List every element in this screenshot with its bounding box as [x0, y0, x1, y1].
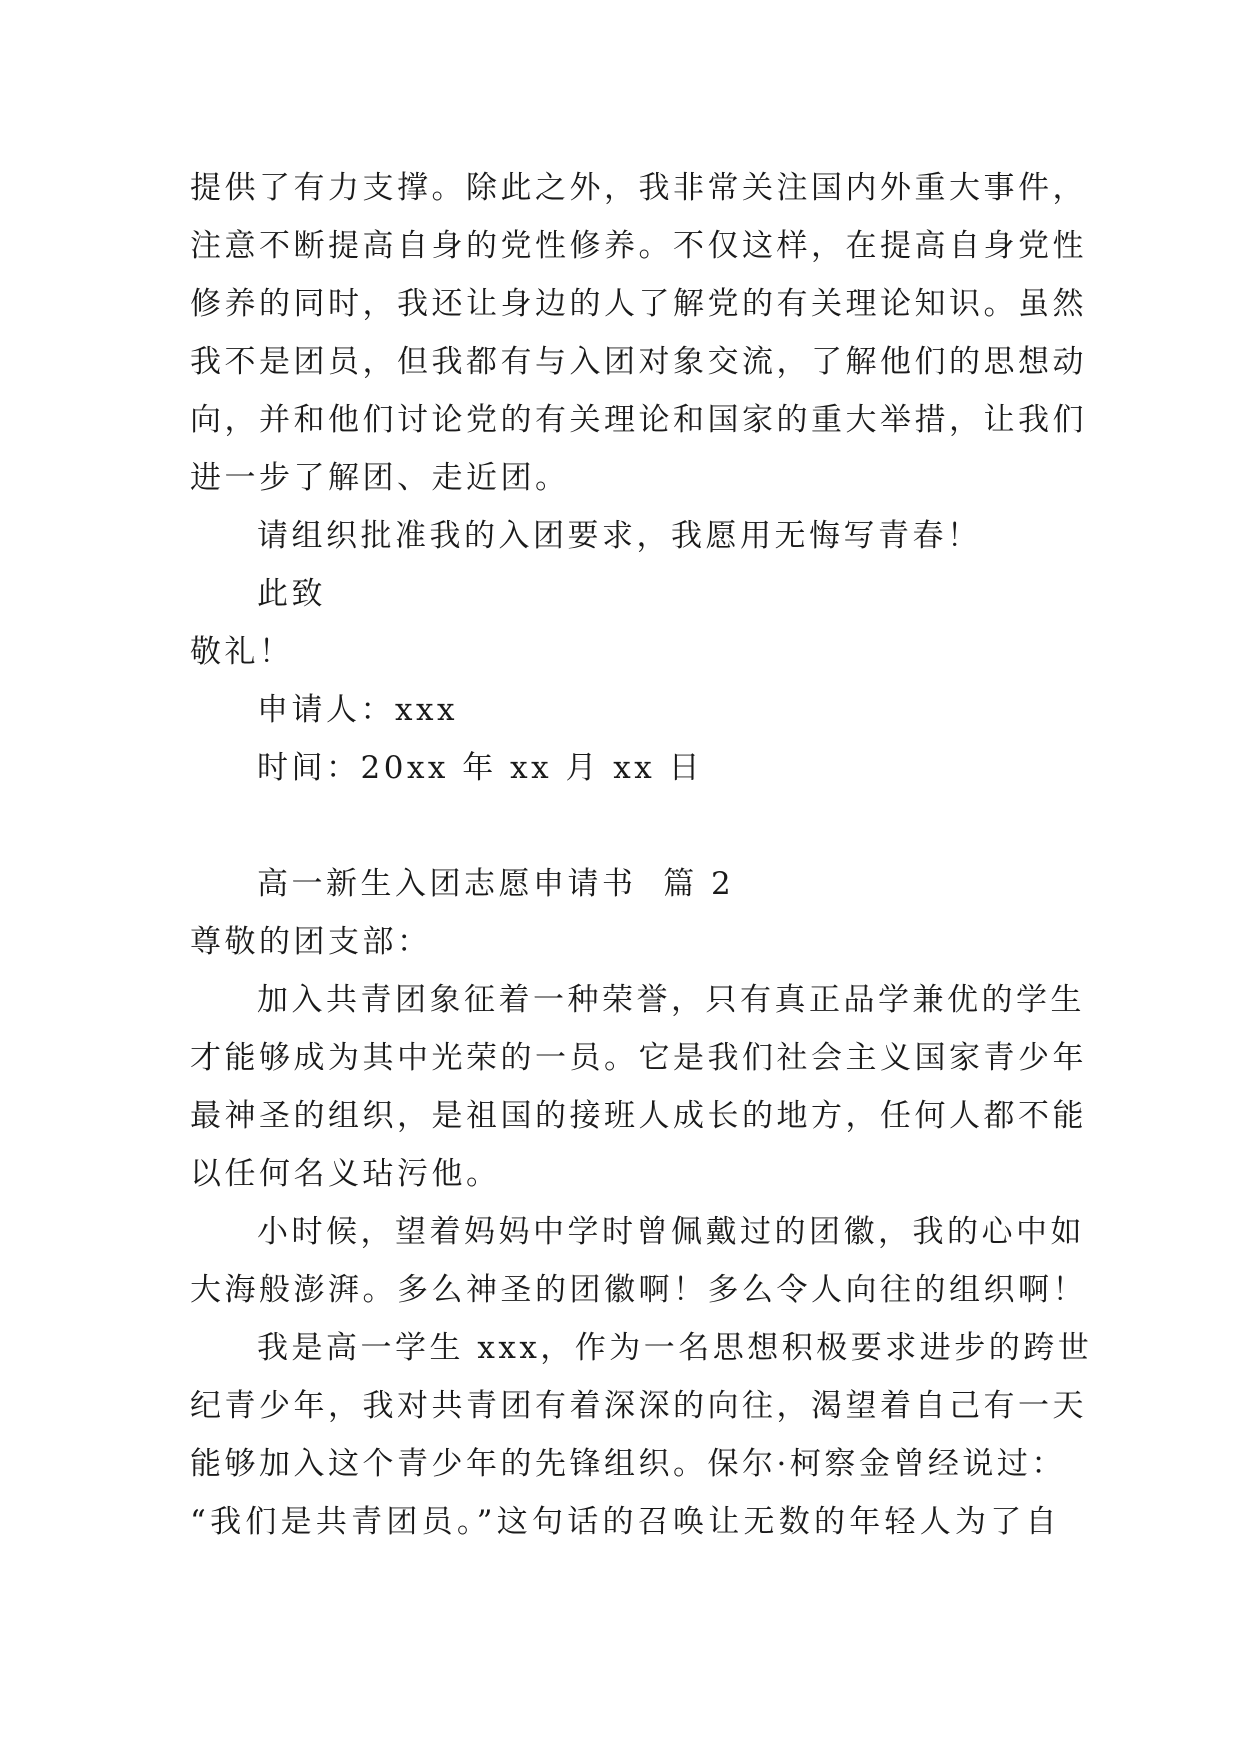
paragraph-line: 我不是团员，但我都有与入团对象交流，了解他们的思想动 — [190, 344, 1087, 380]
paragraph-line: 才能够成为其中光荣的一员。它是我们社会主义国家青少年 — [190, 1040, 1087, 1076]
paragraph-line: 纪青少年，我对共青团有着深深的向往，渴望着自己有一天 — [190, 1388, 1087, 1424]
paragraph-line: 修养的同时，我还让身边的人了解党的有关理论知识。虽然 — [190, 286, 1087, 322]
paragraph-line: 加入共青团象征着一种荣誉，只有真正品学兼优的学生 — [257, 982, 1085, 1018]
request-line: 请组织批准我的入团要求，我愿用无悔写青春！ — [257, 518, 982, 554]
greeting-line: 尊敬的团支部： — [190, 924, 432, 960]
paragraph-line: 以任何名义玷污他。 — [190, 1156, 501, 1192]
paragraph-line: 我是高一学生 xxx，作为一名思想积极要求进步的跨世 — [257, 1330, 1093, 1366]
paragraph-line: 注意不断提高自身的党性修养。不仅这样，在提高自身党性 — [190, 228, 1087, 264]
salutation-jingli: 敬礼！ — [190, 634, 294, 670]
section-title: 高一新生入团志愿申请书 篇 2 — [257, 866, 735, 902]
paragraph-line: 提供了有力支撑。除此之外，我非常关注国内外重大事件， — [190, 170, 1087, 206]
paragraph-line: 向，并和他们讨论党的有关理论和国家的重大举措，让我们 — [190, 402, 1087, 438]
applicant-line: 申请人：xxx — [257, 692, 458, 728]
date-line: 时间：20xx 年 xx 月 xx 日 — [257, 750, 704, 786]
paragraph-line: 能够加入这个青少年的先锋组织。保尔·柯察金曾经说过： — [190, 1446, 1066, 1482]
salutation-cizhi: 此致 — [257, 576, 326, 612]
paragraph-line: “我们是共青团员。”这句话的召唤让无数的年轻人为了自 — [190, 1504, 1060, 1540]
paragraph-line: 小时候，望着妈妈中学时曾佩戴过的团徽，我的心中如 — [257, 1214, 1085, 1250]
paragraph-line: 最神圣的组织，是祖国的接班人成长的地方，任何人都不能 — [190, 1098, 1087, 1134]
paragraph-line: 大海般澎湃。多么神圣的团徽啊！多么令人向往的组织啊！ — [190, 1272, 1087, 1308]
paragraph-line: 进一步了解团、走近团。 — [190, 460, 570, 496]
